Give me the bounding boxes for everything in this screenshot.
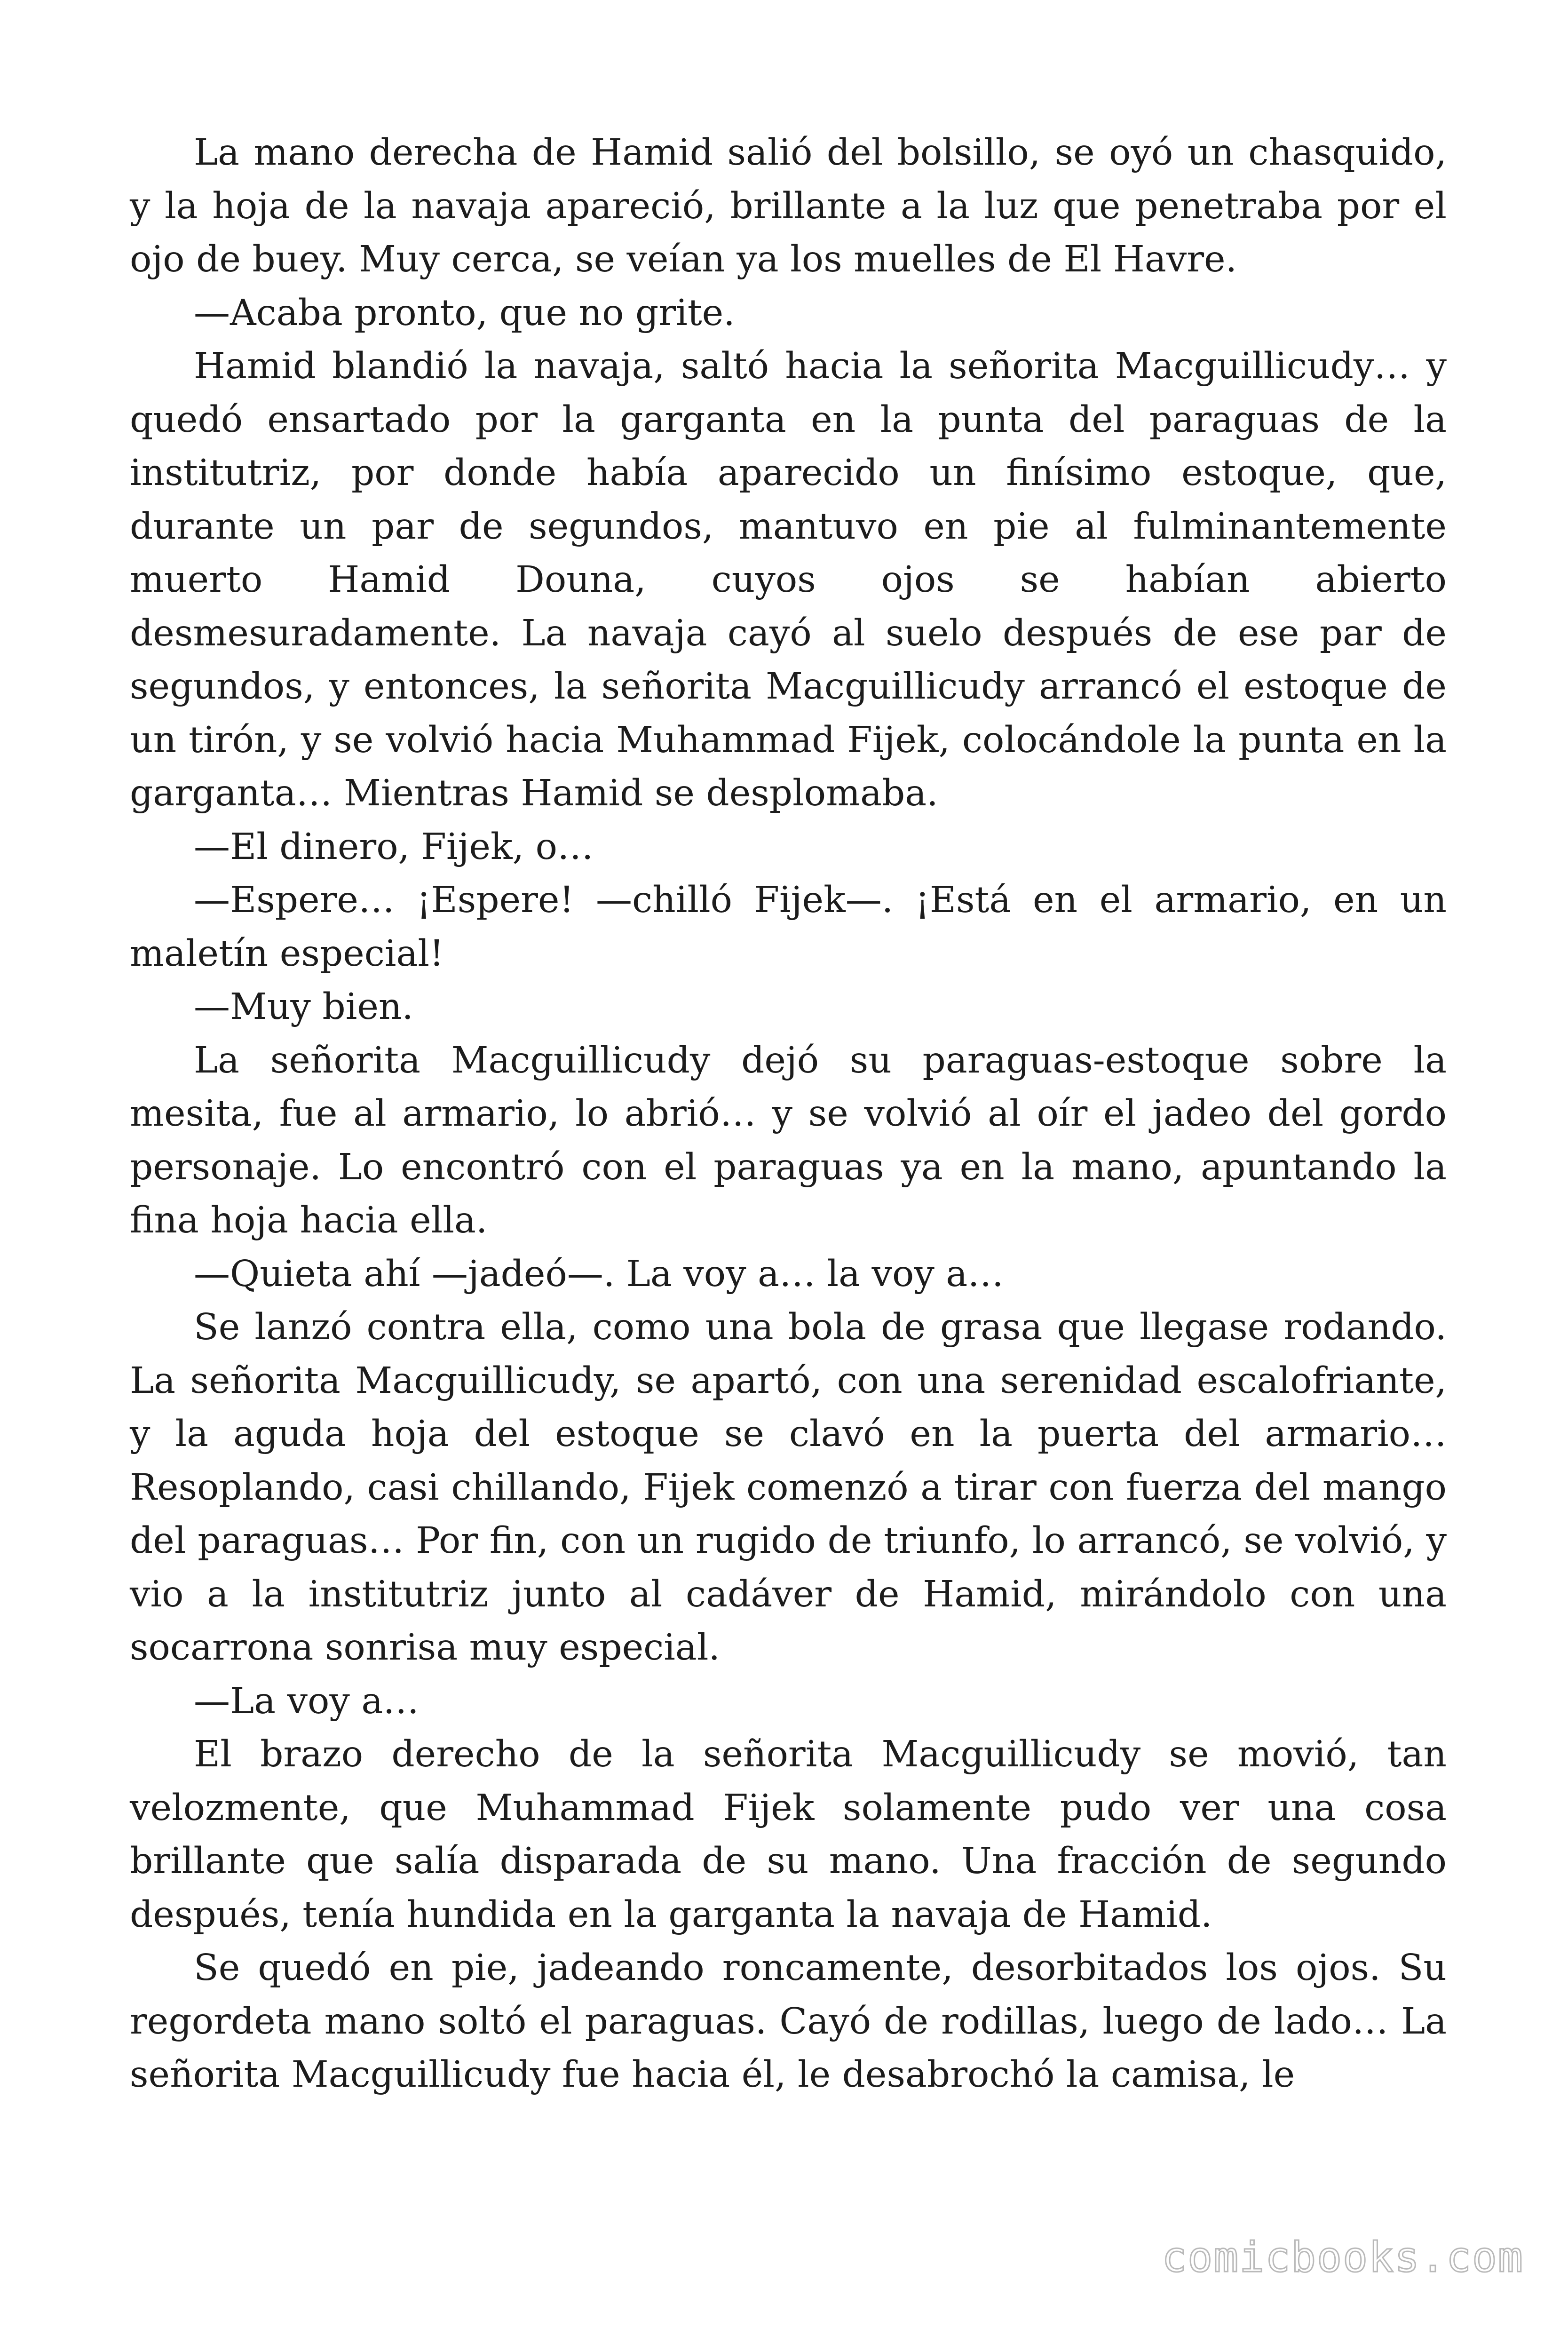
paragraph: Hamid blandió la navaja, saltó hacia la señorita Macguillicudy… y quedó ensartado por la garganta en la punta del paraguas de la institutriz, por donde había aparecido un finísimo estoque, que, durante un par de segundos, mantuvo en pie al fulminantemente muerto Hamid Douna, cuyos ojos se habían abierto desmesuradamente. La navaja cayó al suelo después de ese par de segundos, y entonces, la señorita Macguillicudy arrancó el estoque de un tirón, y se volvió hacia Muhammad Fijek, colocándole la punta en la garganta… Mientras Hamid se desplomaba.: [130, 345, 1447, 814]
paragraph: —La voy a…: [194, 1680, 420, 1722]
paragraph: Se lanzó contra ella, como una bola de grasa que llegase rodando. La señorita Macguillicudy, se apartó, con una serenidad escalofriante, y la aguda hoja del estoque se clavó en la puerta del armario… Resoplando, casi chillando, Fijek comenzó a tirar con fuerza del mango del paraguas… Por fin, con un rugido de triunfo, lo arrancó, se volvió, y vio a la institutriz junto al cadáver de Hamid, mirándolo con una socarrona sonrisa muy especial.: [130, 1306, 1447, 1669]
watermark: comicbooks.com: [1162, 2233, 1524, 2281]
page-body: [130, 126, 1447, 2102]
paragraph: El brazo derecho de la señorita Macguillicudy se movió, tan velozmente, que Muhammad Fijek solamente pudo ver una cosa brillante que salía disparada de su mano. Una fracción de segundo después, tenía hundida en la garganta la navaja de Hamid.: [130, 1733, 1447, 1936]
paragraph: —Acaba pronto, que no grite.: [194, 292, 735, 334]
paragraph: La señorita Macguillicudy dejó su paraguas-estoque sobre la mesita, fue al armario, lo abrió… y se volvió al oír el jadeo del gordo personaje. Lo encontró con el paraguas ya en la mano, apuntando la fina hoja hacia ella.: [130, 1039, 1447, 1241]
paragraph: Se quedó en pie, jadeando roncamente, desorbitados los ojos. Su regordeta mano soltó el paraguas. Cayó de rodillas, luego de lado… La señorita Macguillicudy fue hacia él, le desabrochó la camisa, le: [130, 1947, 1447, 2096]
paragraph: —Espere… ¡Espere! —chilló Fijek—. ¡Está en el armario, en un maletín especial!: [130, 879, 1447, 975]
paragraph: —Muy bien.: [194, 986, 413, 1028]
paragraph: —Quieta ahí —jadeó—. La voy a… la voy a…: [194, 1253, 1004, 1295]
paragraph: La mano derecha de Hamid salió del bolsillo, se oyó un chasquido, y la hoja de la navaja apareció, brillante a la luz que penetraba por el ojo de buey. Muy cerca, se veían ya los muelles de El Havre.: [130, 132, 1447, 280]
paragraph: —El dinero, Fijek, o…: [194, 826, 594, 868]
